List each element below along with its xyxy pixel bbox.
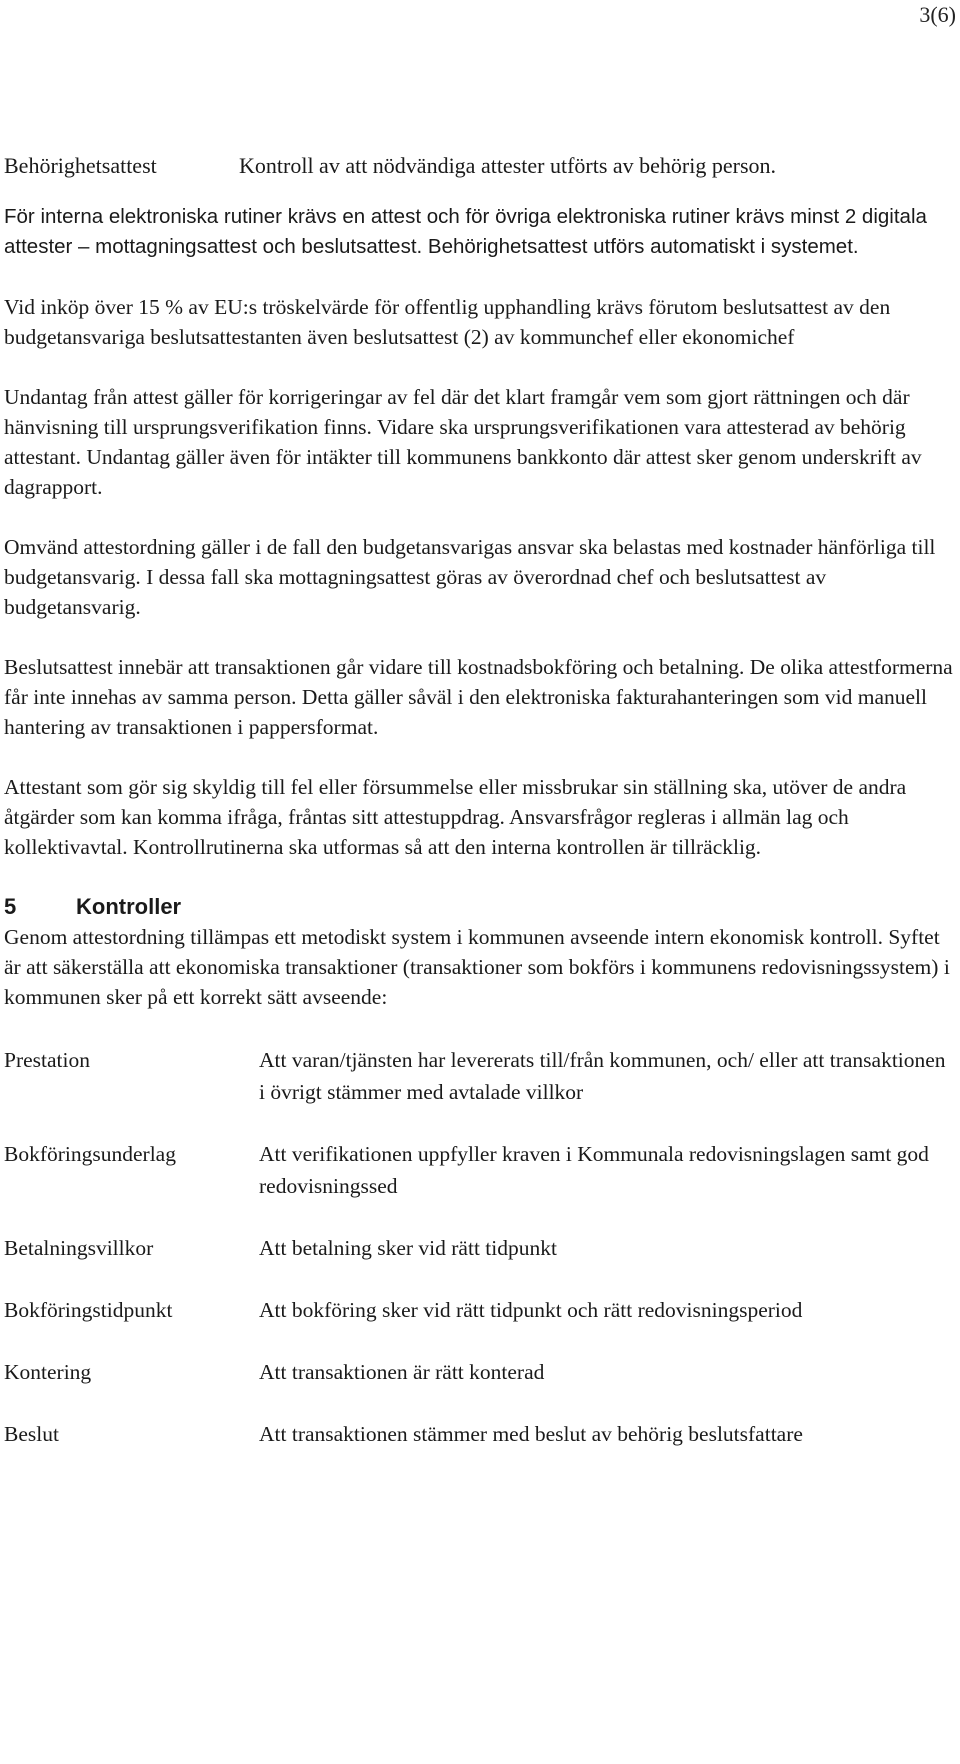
- attest-definition-row: [4, 150, 954, 182]
- definition-row: [4, 1232, 954, 1294]
- definition-row: [4, 1294, 954, 1356]
- definition-desc: Att transaktionen är rätt konterad: [259, 1360, 545, 1384]
- definition-desc: Att bokföring sker vid rätt tidpunkt och rätt redovisningsperiod: [259, 1298, 803, 1322]
- control-definitions-table: [4, 1044, 954, 1480]
- page-number: 3(6): [919, 2, 956, 27]
- definition-term: Prestation: [4, 1048, 90, 1072]
- definition-row: [4, 1138, 954, 1232]
- paragraph-reverse-order: Omvänd attestordning gäller i de fall den budgetansvarigas ansvar ska belastas med kostnader hänförliga till budgetansvarig. I dessa fall ska mottagningsattest göras av överordnad chef och beslutsattest av budgetansvarig.: [4, 535, 936, 619]
- definition-row: [4, 1044, 954, 1138]
- definition-term: Betalningsvillkor: [4, 1236, 154, 1260]
- section-heading: [4, 892, 954, 922]
- definition-row: [4, 1356, 954, 1418]
- definition-term: Bokföringstidpunkt: [4, 1298, 173, 1322]
- section-intro: Genom attestordning tillämpas ett metodiskt system i kommunen avseende intern ekonomisk kontroll. Syftet är att säkerställa att ekonomiska transaktioner (transaktioner som bokförs i kommunens redovisningssystem) i kommunen sker på ett korrekt sätt avseende:: [4, 925, 950, 1009]
- paragraph-electronic-routines: För interna elektroniska rutiner krävs en attest och för övriga elektroniska rutiner krävs minst 2 digitala attester – mottagningsattest och beslutsattest. Behörighetsattest utförs automatiskt i systemet.: [4, 205, 927, 258]
- definition-term: Kontering: [4, 1360, 92, 1384]
- definition-desc: Att varan/tjänsten har levererats till/från kommunen, och/ eller att transaktionen i övrigt stämmer med avtalade villkor: [259, 1048, 946, 1104]
- definition-desc: Att transaktionen stämmer med beslut av behörig beslutsfattare: [259, 1422, 803, 1446]
- attest-term: Behörighetsattest: [4, 153, 157, 178]
- paragraph-decision-attest: Beslutsattest innebär att transaktionen går vidare till kostnadsbokföring och betalning. De olika attestformerna får inte innehas av samma person. Detta gäller såväl i den elektroniska fakturahanteringen som vid manuell hantering av transaktionen i pappersformat.: [4, 655, 953, 739]
- paragraph-responsibility: Attestant som gör sig skyldig till fel eller försummelse eller missbrukar sin ställning ska, utöver de andra åtgärder som kan komma ifråga, fråntas sitt attestuppdrag. Ansvarsfrågor regleras i allmän lag och kollektivavtal. Kontrollrutinerna ska utformas så att den interna kontrollen är tillräcklig.: [4, 775, 907, 859]
- attest-definition: Kontroll av att nödvändiga attester utförts av behörig person.: [239, 153, 777, 178]
- document-body: [4, 150, 954, 1480]
- definition-desc: Att verifikationen uppfyller kraven i Kommunala redovisningslagen samt god redovisningssed: [259, 1142, 929, 1198]
- definition-desc: Att betalning sker vid rätt tidpunkt: [259, 1236, 557, 1260]
- paragraph-procurement-threshold: Vid inköp över 15 % av EU:s tröskelvärde för offentlig upphandling krävs förutom beslutsattest av den budgetansvariga beslutsattestanten även beslutsattest (2) av kommunchef eller ekonomichef: [4, 295, 891, 349]
- paragraph-exceptions: Undantag från attest gäller för korrigeringar av fel där det klart framgår vem som gjort rättningen och där hänvisning till ursprungsverifikation finns. Vidare ska ursprungsverifikationen vara attesterad av behörig attestant. Undantag gäller även för intäkter till kommunens bankkonto där attest sker genom underskrift av dagrapport.: [4, 385, 922, 499]
- definition-term: Beslut: [4, 1422, 59, 1446]
- definition-row: [4, 1418, 954, 1480]
- section-number: 5: [4, 894, 17, 919]
- definition-term: Bokföringsunderlag: [4, 1142, 176, 1166]
- section-title: Kontroller: [76, 894, 182, 919]
